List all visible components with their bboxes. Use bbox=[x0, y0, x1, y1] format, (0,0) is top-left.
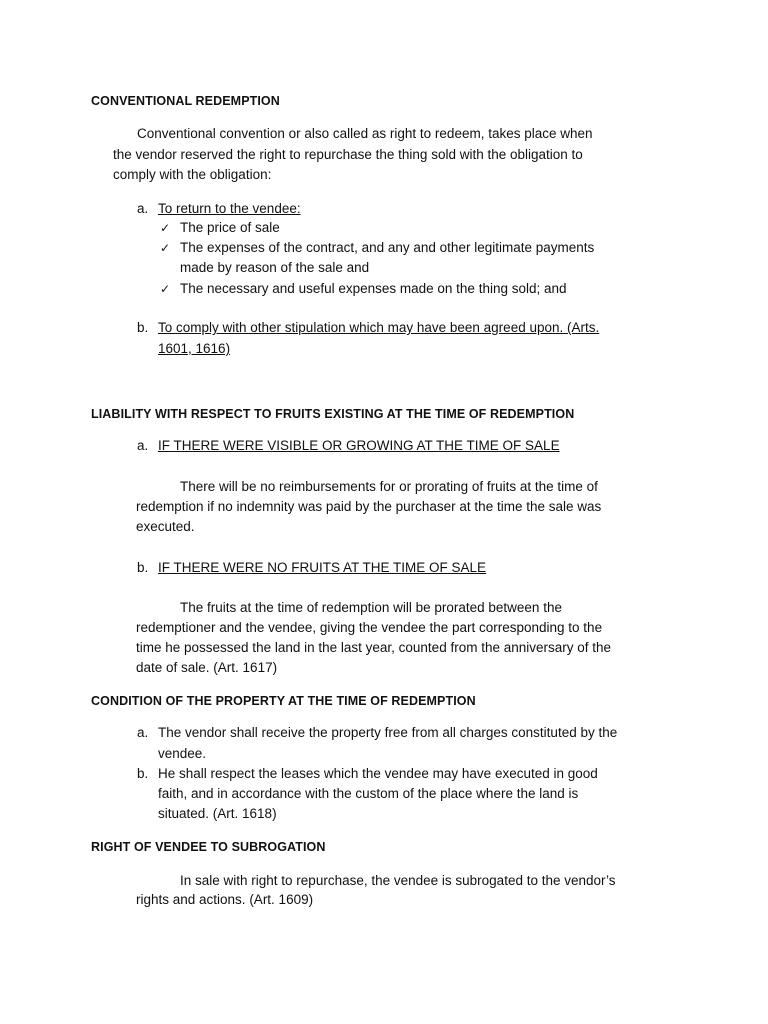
no-fruits-para-line-2: redemptioner and the vendee, giving the vendee the part corresponding to the bbox=[136, 620, 603, 635]
check-item-necessary: The necessary and useful expenses made on the thing sold; and bbox=[180, 281, 567, 296]
visible-fruits-para-line-1: There will be no reimbursements for or prorating of fruits at the time of bbox=[180, 479, 598, 494]
no-fruits-label: IF THERE WERE NO FRUITS AT THE TIME OF SALE bbox=[158, 560, 487, 575]
heading-liability: LIABILITY WITH RESPECT TO FRUITS EXISTING AT THE TIME OF REDEMPTION bbox=[91, 407, 575, 421]
list-marker-a: a. bbox=[137, 438, 149, 453]
no-fruits-para-line-4: date of sale. (Art. 1617) bbox=[136, 660, 278, 675]
checkmark-icon: ✓ bbox=[160, 241, 171, 255]
visible-fruits-para-line-2: redemption if no indemnity was paid by the purchaser at the time the sale was bbox=[136, 499, 602, 514]
subrogation-para-line-1: In sale with right to repurchase, the vendee is subrogated to the vendor’s bbox=[180, 873, 616, 888]
condition-a-line-1: The vendor shall receive the property free from all charges constituted by the bbox=[158, 725, 618, 740]
heading-conventional-redemption: CONVENTIONAL REDEMPTION bbox=[91, 94, 280, 108]
condition-b-line-1: He shall respect the leases which the vendee may have executed in good bbox=[158, 766, 598, 781]
no-fruits-para-line-1: The fruits at the time of redemption will be prorated between the bbox=[180, 600, 562, 615]
heading-condition: CONDITION OF THE PROPERTY AT THE TIME OF REDEMPTION bbox=[91, 694, 476, 708]
intro-line-2: the vendor reserved the right to repurchase the thing sold with the obligation to bbox=[113, 147, 583, 162]
stipulation-line-1: To comply with other stipulation which may have been agreed upon. (Arts. bbox=[158, 320, 600, 335]
list-marker-b: b. bbox=[137, 766, 149, 781]
check-item-expenses-line-2: made by reason of the sale and bbox=[180, 260, 370, 275]
intro-line-3: comply with the obligation: bbox=[113, 167, 272, 182]
visible-fruits-para-line-3: executed. bbox=[136, 519, 195, 534]
intro-line-1: Conventional convention or also called as right to redeem, takes place when bbox=[137, 126, 593, 141]
checkmark-icon: ✓ bbox=[160, 282, 171, 296]
list-marker-b: b. bbox=[137, 560, 149, 575]
heading-subrogation: RIGHT OF VENDEE TO SUBROGATION bbox=[91, 840, 326, 854]
checkmark-icon: ✓ bbox=[160, 221, 171, 235]
condition-a-line-2: vendee. bbox=[158, 746, 207, 761]
no-fruits-para-line-3: time he possessed the land in the last year, counted from the anniversary of the bbox=[136, 640, 612, 655]
subrogation-para-line-2: rights and actions. (Art. 1609) bbox=[136, 892, 314, 907]
condition-b-line-3: situated. (Art. 1618) bbox=[158, 806, 277, 821]
stipulation-line-2: 1601, 1616) bbox=[158, 341, 231, 356]
list-marker-b: b. bbox=[137, 320, 149, 335]
condition-b-line-2: faith, and in accordance with the custom of the place where the land is bbox=[158, 786, 579, 801]
list-marker-a: a. bbox=[137, 201, 149, 216]
check-item-expenses-line-1: The expenses of the contract, and any and other legitimate payments bbox=[180, 240, 595, 255]
check-item-price: The price of sale bbox=[180, 220, 280, 235]
return-to-vendee-label: To return to the vendee: bbox=[158, 201, 301, 216]
list-marker-a: a. bbox=[137, 725, 149, 740]
visible-fruits-label: IF THERE WERE VISIBLE OR GROWING AT THE TIME OF SALE bbox=[158, 438, 560, 453]
